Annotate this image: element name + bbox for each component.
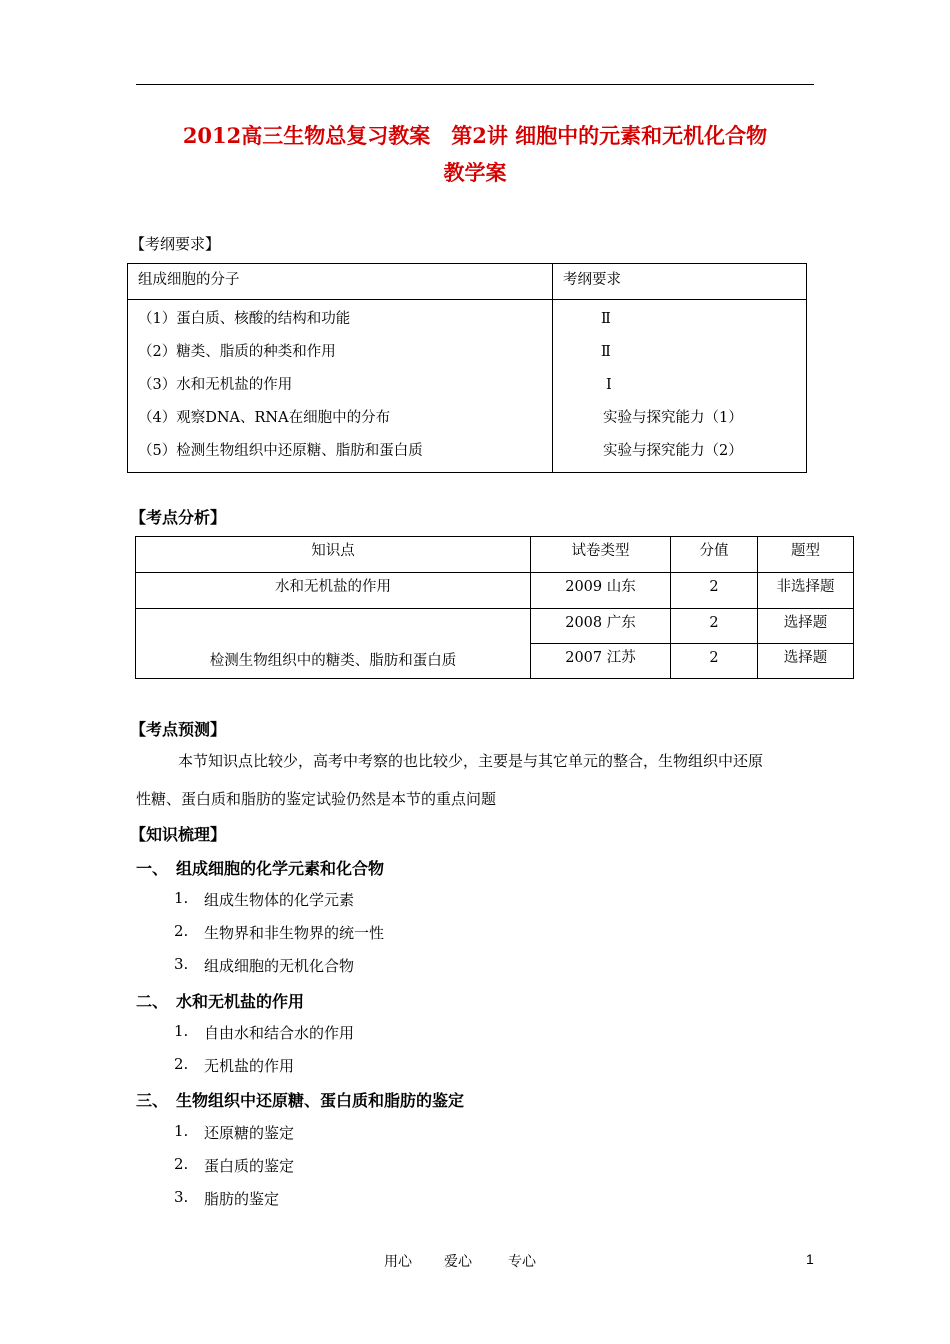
analysis-topic: 检测生物组织中的糖类、脂肪和蛋白质 — [136, 609, 531, 679]
outline-item-number: 2. — [174, 1155, 189, 1173]
outline-item: 自由水和结合水的作用 — [204, 1024, 355, 1042]
outline-item-number: 2. — [174, 1055, 189, 1073]
requirement-level: 实验与探究能力（2） — [603, 443, 743, 459]
page-number: 1 — [806, 1251, 814, 1267]
outline-part-number: 三、 — [136, 1091, 169, 1110]
analysis-heading: 【考点分析】 — [130, 508, 227, 527]
analysis-paper: 2009 山东 — [531, 573, 671, 609]
outline-item-number: 3. — [174, 1188, 189, 1206]
footer-word: 专心 — [508, 1254, 536, 1270]
outline-item-number: 1. — [174, 1122, 189, 1140]
outline-item: 组成生物体的化学元素 — [204, 891, 355, 909]
footer-word: 用心 — [384, 1254, 412, 1270]
outline-item-number: 1. — [174, 1022, 189, 1040]
analysis-header-paper: 试卷类型 — [531, 537, 671, 573]
analysis-paper: 2007 江苏 — [531, 644, 671, 679]
analysis-table — [135, 536, 854, 679]
outline-item: 脂肪的鉴定 — [204, 1190, 280, 1208]
requirement-level: Ⅱ — [601, 311, 611, 327]
requirements-table — [127, 263, 807, 473]
requirement-item: （2）糖类、脂质的种类和作用 — [138, 344, 336, 360]
outline-item-number: 3. — [174, 955, 189, 973]
requirements-col2-header: 考纲要求 — [553, 264, 807, 300]
table-row — [136, 573, 854, 609]
outline-item: 无机盐的作用 — [204, 1057, 295, 1075]
outline-part-title: 水和无机盐的作用 — [176, 992, 305, 1011]
outline-item: 还原糖的鉴定 — [204, 1124, 295, 1142]
requirement-level: Ⅱ — [601, 344, 611, 360]
analysis-score: 2 — [671, 609, 758, 644]
table-row — [136, 609, 854, 644]
analysis-header-type: 题型 — [758, 537, 854, 573]
analysis-topic: 水和无机盐的作用 — [136, 573, 531, 609]
footer-word: 爱心 — [444, 1254, 472, 1270]
requirements-col1-header: 组成细胞的分子 — [128, 264, 553, 300]
requirement-level: 实验与探究能力（1） — [603, 410, 743, 426]
document-title: 2012高三生物总复习教案 第2讲 细胞中的元素和无机化合物 — [182, 123, 768, 148]
outline-item-number: 2. — [174, 922, 189, 940]
outline-part-number: 一、 — [136, 859, 169, 878]
analysis-type: 选择题 — [758, 609, 854, 644]
requirements-levels-cell — [553, 300, 807, 473]
forecast-paragraph-line1: 本节知识点比较少，高考中考察的也比较少，主要是与其它单元的整合，生物组织中还原 — [178, 752, 764, 770]
analysis-paper: 2008 广东 — [531, 609, 671, 644]
outline-part-title: 组成细胞的化学元素和化合物 — [176, 859, 385, 878]
analysis-type: 非选择题 — [758, 573, 854, 609]
outline-item: 蛋白质的鉴定 — [204, 1157, 295, 1175]
outline-item-number: 1. — [174, 889, 189, 907]
requirements-items-cell — [128, 300, 553, 473]
analysis-header-topic: 知识点 — [136, 537, 531, 573]
requirement-item: （3）水和无机盐的作用 — [138, 377, 293, 393]
analysis-header-score: 分值 — [671, 537, 758, 573]
header-rule — [136, 84, 814, 85]
forecast-heading: 【考点预测】 — [130, 720, 227, 739]
outline-heading: 【知识梳理】 — [130, 825, 227, 844]
requirement-item: （1）蛋白质、核酸的结构和功能 — [138, 311, 351, 327]
forecast-paragraph-line2: 性糖、蛋白质和脂肪的鉴定试验仍然是本节的重点问题 — [136, 790, 497, 808]
outline-part-number: 二、 — [136, 992, 169, 1011]
document-subtitle: 教学案 — [443, 160, 507, 185]
analysis-type: 选择题 — [758, 644, 854, 679]
outline-item: 组成细胞的无机化合物 — [204, 957, 355, 975]
requirement-item: （4）观察DNA、RNA在细胞中的分布 — [138, 410, 391, 426]
requirement-item: （5）检测生物组织中还原糖、脂肪和蛋白质 — [138, 443, 423, 459]
requirements-heading: 【考纲要求】 — [130, 235, 221, 253]
analysis-score: 2 — [671, 644, 758, 679]
analysis-score: 2 — [671, 573, 758, 609]
outline-part-title: 生物组织中还原糖、蛋白质和脂肪的鉴定 — [176, 1091, 465, 1110]
requirement-level: Ⅰ — [606, 377, 612, 393]
outline-item: 生物界和非生物界的统一性 — [204, 924, 385, 942]
